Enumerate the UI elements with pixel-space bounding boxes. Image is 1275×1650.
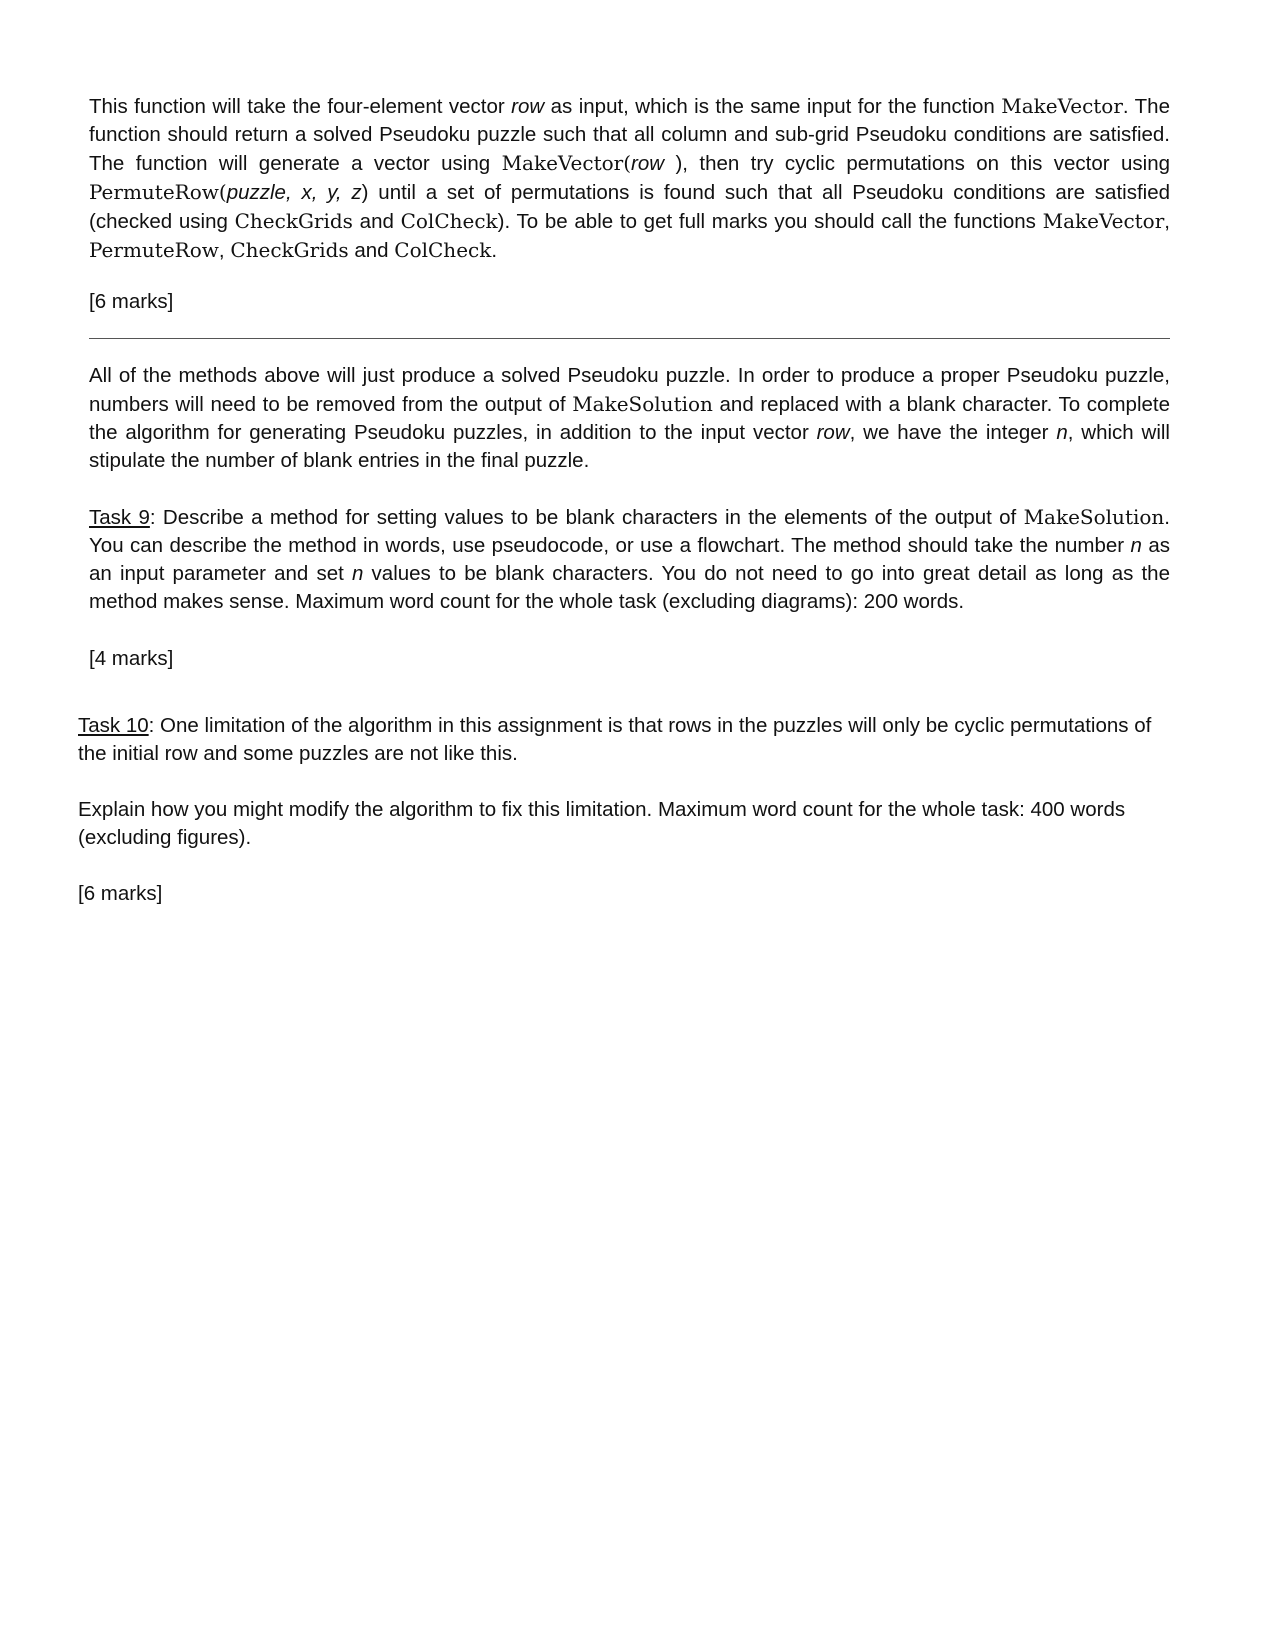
text: All of the methods above will just produce a solved Pseudoku puzzle. In order to produce a proper Pseudoku puzzle, numbers will need to be removed from the output of xyxy=(89,364,1170,416)
marks-label: [6 marks] xyxy=(89,290,174,313)
separator: , xyxy=(218,239,231,262)
text: . The function should return a solved Pseudoku puzzle such that all column and sub-grid Pseudoku conditions are satisfied. The function will generate a vector using xyxy=(89,95,1170,175)
text: ) until a set of permutations is found such that all Pseudoku conditions are satisfied (checked using xyxy=(89,181,1171,233)
horizontal-divider xyxy=(89,338,1170,339)
marks-label: [6 marks] xyxy=(78,882,163,905)
var-row: row xyxy=(511,95,545,118)
paragraph-make-solution xyxy=(89,92,1170,265)
fn-colcheck: ColCheck xyxy=(394,238,492,262)
fn-checkgrids: CheckGrids xyxy=(234,209,353,233)
fn-colcheck: ColCheck xyxy=(400,209,498,233)
text: : One limitation of the algorithm in this assignment is that rows in the puzzles will only be cyclic permutations of the initial row and some puzzles are not like this. xyxy=(78,714,1152,765)
text: , which will stipulate the number of blank entries in the final puzzle. xyxy=(89,421,1170,472)
text: , we have the integer xyxy=(849,421,1057,444)
var-n: n xyxy=(1056,421,1068,444)
paragraph-blank-entries xyxy=(89,362,1170,475)
fn-makevector: MakeVector xyxy=(1001,94,1123,118)
task-9-label: Task 9 xyxy=(89,506,150,529)
text: as an input parameter and set xyxy=(89,534,1170,585)
fn-makesolution: MakeSolution xyxy=(572,392,713,416)
fn-permuterow: PermuteRow xyxy=(89,238,219,262)
text: and replaced with a blank character. To complete the algorithm for generating Pseudoku puzzles, in addition to the input vector xyxy=(89,393,1170,444)
text: . You can describe the method in words, use pseudocode, or use a flowchart. The method should take the number xyxy=(89,506,1170,557)
text: . xyxy=(491,239,498,262)
text: This function will take the four-element vector xyxy=(89,95,512,118)
task-10-explain: Explain how you might modify the algorithm to fix this limitation. Maximum word count for the whole task: 400 words (excluding figures). xyxy=(78,798,1126,849)
var-row: row xyxy=(816,421,850,444)
fn-permuterow-call: PermuteRow( xyxy=(89,180,227,204)
separator: and xyxy=(348,239,395,262)
var-n: n xyxy=(1130,534,1142,557)
text: ), then try cyclic permutations on this vector using xyxy=(664,152,1171,175)
text: ). To be able to get full marks you should call the functions xyxy=(497,210,1043,233)
text: as input, which is the same input for the function xyxy=(544,95,1002,118)
task-9 xyxy=(89,503,1170,616)
fn-makevector: MakeVector xyxy=(1042,209,1165,233)
var-n: n xyxy=(351,562,364,585)
task-10 xyxy=(78,712,1178,768)
text: : Describe a method for setting values to be blank characters in the elements of the output of xyxy=(149,506,1024,529)
fn-checkgrids: CheckGrids xyxy=(230,238,349,262)
text: and xyxy=(352,210,401,233)
fn-makevector-call: MakeVector( xyxy=(501,151,632,175)
separator: , xyxy=(1164,210,1170,233)
permuterow-args: puzzle, x, y, z xyxy=(226,181,362,204)
fn-makesolution: MakeSolution xyxy=(1023,505,1165,529)
text: values to be blank characters. You do not need to go into great detail as long as the method makes sense. Maximum word count for the whole task (excluding diagrams): 200 words. xyxy=(89,562,1170,613)
marks-label: [4 marks] xyxy=(89,647,174,670)
var-row: row xyxy=(631,152,665,175)
task-10-label: Task 10 xyxy=(78,714,149,737)
